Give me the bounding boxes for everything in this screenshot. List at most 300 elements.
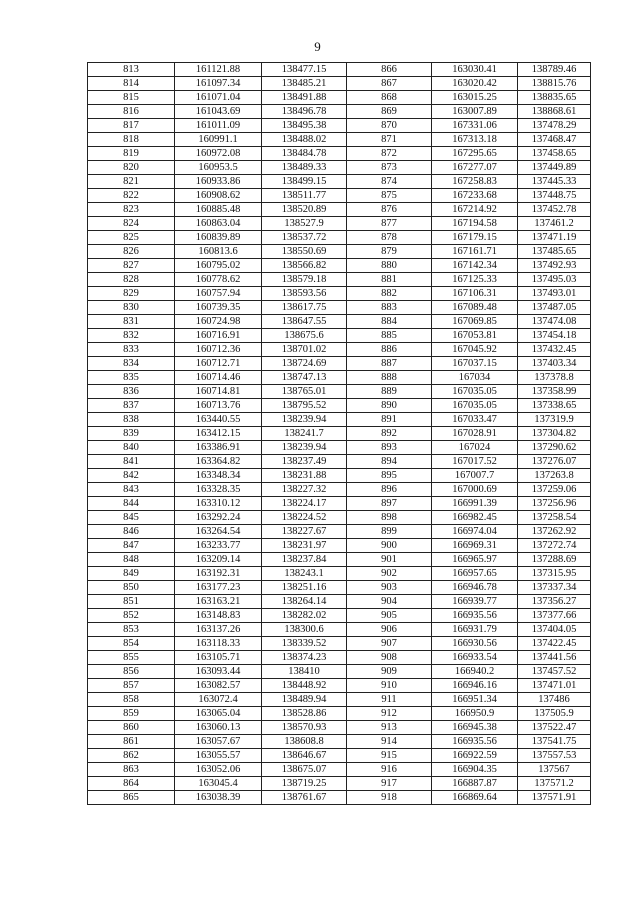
point-number-right-cell: 906 — [347, 623, 432, 637]
point-number-left-cell: 818 — [88, 133, 175, 147]
x-coordinate-right-cell: 167035.05 — [432, 399, 518, 413]
x-coordinate-left-cell: 160757.94 — [175, 287, 262, 301]
table-row — [88, 441, 591, 455]
x-coordinate-left-cell: 161097.34 — [175, 77, 262, 91]
x-coordinate-right-cell: 167194.58 — [432, 217, 518, 231]
y-coordinate-left-cell: 138537.72 — [262, 231, 347, 245]
x-coordinate-right-cell: 166939.77 — [432, 595, 518, 609]
x-coordinate-left-cell: 163052.06 — [175, 763, 262, 777]
table-row — [88, 623, 591, 637]
point-number-left-cell: 817 — [88, 119, 175, 133]
y-coordinate-left-cell: 138719.25 — [262, 777, 347, 791]
point-number-right-cell: 918 — [347, 791, 432, 805]
y-coordinate-left-cell: 138489.94 — [262, 693, 347, 707]
y-coordinate-right-cell: 137471.19 — [518, 231, 591, 245]
x-coordinate-left-cell: 161043.69 — [175, 105, 262, 119]
x-coordinate-right-cell: 167034 — [432, 371, 518, 385]
table-row — [88, 455, 591, 469]
y-coordinate-right-cell: 137377.66 — [518, 609, 591, 623]
y-coordinate-right-cell: 137258.54 — [518, 511, 591, 525]
x-coordinate-left-cell: 160714.81 — [175, 385, 262, 399]
point-number-left-cell: 814 — [88, 77, 175, 91]
point-number-left-cell: 847 — [88, 539, 175, 553]
point-number-left-cell: 861 — [88, 735, 175, 749]
table-row — [88, 777, 591, 791]
x-coordinate-right-cell: 166931.79 — [432, 623, 518, 637]
table-row — [88, 791, 591, 805]
point-number-left-cell: 835 — [88, 371, 175, 385]
x-coordinate-left-cell: 160713.76 — [175, 399, 262, 413]
y-coordinate-right-cell: 138868.61 — [518, 105, 591, 119]
table-row — [88, 679, 591, 693]
x-coordinate-left-cell: 160778.62 — [175, 273, 262, 287]
table-row — [88, 119, 591, 133]
x-coordinate-left-cell: 161011.09 — [175, 119, 262, 133]
y-coordinate-left-cell: 138579.18 — [262, 273, 347, 287]
y-coordinate-right-cell: 137541.75 — [518, 735, 591, 749]
point-number-left-cell: 856 — [88, 665, 175, 679]
y-coordinate-left-cell: 138231.97 — [262, 539, 347, 553]
y-coordinate-left-cell: 138646.67 — [262, 749, 347, 763]
point-number-left-cell: 827 — [88, 259, 175, 273]
point-number-left-cell: 825 — [88, 231, 175, 245]
x-coordinate-right-cell: 163015.25 — [432, 91, 518, 105]
point-number-right-cell: 876 — [347, 203, 432, 217]
table-row — [88, 91, 591, 105]
x-coordinate-left-cell: 160714.46 — [175, 371, 262, 385]
table-row — [88, 651, 591, 665]
y-coordinate-right-cell: 137448.75 — [518, 189, 591, 203]
point-number-right-cell: 872 — [347, 147, 432, 161]
table-row — [88, 539, 591, 553]
x-coordinate-right-cell: 167214.92 — [432, 203, 518, 217]
table-row — [88, 105, 591, 119]
x-coordinate-left-cell: 160933.86 — [175, 175, 262, 189]
y-coordinate-left-cell: 138227.67 — [262, 525, 347, 539]
y-coordinate-left-cell: 138448.92 — [262, 679, 347, 693]
x-coordinate-left-cell: 163105.71 — [175, 651, 262, 665]
table-row — [88, 553, 591, 567]
y-coordinate-right-cell: 137262.92 — [518, 525, 591, 539]
y-coordinate-right-cell: 137356.27 — [518, 595, 591, 609]
x-coordinate-left-cell: 160716.91 — [175, 329, 262, 343]
x-coordinate-left-cell: 161071.04 — [175, 91, 262, 105]
x-coordinate-right-cell: 167277.07 — [432, 161, 518, 175]
x-coordinate-right-cell: 166869.64 — [432, 791, 518, 805]
x-coordinate-left-cell: 160991.1 — [175, 133, 262, 147]
x-coordinate-left-cell: 160885.48 — [175, 203, 262, 217]
table-row — [88, 735, 591, 749]
x-coordinate-left-cell: 163292.24 — [175, 511, 262, 525]
x-coordinate-right-cell: 167053.81 — [432, 329, 518, 343]
point-number-left-cell: 863 — [88, 763, 175, 777]
x-coordinate-left-cell: 163412.15 — [175, 427, 262, 441]
x-coordinate-right-cell: 166930.56 — [432, 637, 518, 651]
y-coordinate-right-cell: 137487.05 — [518, 301, 591, 315]
point-number-left-cell: 851 — [88, 595, 175, 609]
point-number-right-cell: 882 — [347, 287, 432, 301]
x-coordinate-right-cell: 167125.33 — [432, 273, 518, 287]
x-coordinate-right-cell: 167258.83 — [432, 175, 518, 189]
table-row — [88, 595, 591, 609]
y-coordinate-right-cell: 137276.07 — [518, 455, 591, 469]
x-coordinate-left-cell: 163055.57 — [175, 749, 262, 763]
y-coordinate-right-cell: 137567 — [518, 763, 591, 777]
point-number-left-cell: 833 — [88, 343, 175, 357]
y-coordinate-left-cell: 138237.49 — [262, 455, 347, 469]
point-number-right-cell: 868 — [347, 91, 432, 105]
point-number-right-cell: 913 — [347, 721, 432, 735]
x-coordinate-right-cell: 166946.78 — [432, 581, 518, 595]
y-coordinate-right-cell: 137522.47 — [518, 721, 591, 735]
x-coordinate-left-cell: 160972.08 — [175, 147, 262, 161]
x-coordinate-left-cell: 160795.02 — [175, 259, 262, 273]
y-coordinate-right-cell: 137471.01 — [518, 679, 591, 693]
point-number-left-cell: 846 — [88, 525, 175, 539]
table-row — [88, 245, 591, 259]
point-number-right-cell: 877 — [347, 217, 432, 231]
x-coordinate-right-cell: 167007.7 — [432, 469, 518, 483]
point-number-right-cell: 874 — [347, 175, 432, 189]
point-number-left-cell: 832 — [88, 329, 175, 343]
point-number-left-cell: 857 — [88, 679, 175, 693]
x-coordinate-right-cell: 167037.15 — [432, 357, 518, 371]
point-number-left-cell: 829 — [88, 287, 175, 301]
y-coordinate-right-cell: 137422.45 — [518, 637, 591, 651]
point-number-left-cell: 845 — [88, 511, 175, 525]
x-coordinate-left-cell: 163163.21 — [175, 595, 262, 609]
y-coordinate-right-cell: 137432.45 — [518, 343, 591, 357]
y-coordinate-left-cell: 138374.23 — [262, 651, 347, 665]
x-coordinate-left-cell: 163082.57 — [175, 679, 262, 693]
y-coordinate-right-cell: 137495.03 — [518, 273, 591, 287]
x-coordinate-left-cell: 160839.89 — [175, 231, 262, 245]
y-coordinate-right-cell: 137441.56 — [518, 651, 591, 665]
y-coordinate-left-cell: 138300.6 — [262, 623, 347, 637]
x-coordinate-right-cell: 167233.68 — [432, 189, 518, 203]
point-number-left-cell: 849 — [88, 567, 175, 581]
point-number-left-cell: 831 — [88, 315, 175, 329]
point-number-right-cell: 915 — [347, 749, 432, 763]
x-coordinate-right-cell: 166904.35 — [432, 763, 518, 777]
point-number-left-cell: 839 — [88, 427, 175, 441]
y-coordinate-right-cell: 137485.65 — [518, 245, 591, 259]
y-coordinate-right-cell: 137404.05 — [518, 623, 591, 637]
point-number-right-cell: 880 — [347, 259, 432, 273]
y-coordinate-right-cell: 137378.8 — [518, 371, 591, 385]
x-coordinate-left-cell: 163233.77 — [175, 539, 262, 553]
y-coordinate-left-cell: 138647.55 — [262, 315, 347, 329]
point-number-right-cell: 902 — [347, 567, 432, 581]
y-coordinate-right-cell: 137571.91 — [518, 791, 591, 805]
y-coordinate-left-cell: 138488.02 — [262, 133, 347, 147]
table-row — [88, 259, 591, 273]
x-coordinate-right-cell: 167331.06 — [432, 119, 518, 133]
point-number-left-cell: 853 — [88, 623, 175, 637]
point-number-right-cell: 904 — [347, 595, 432, 609]
point-number-left-cell: 864 — [88, 777, 175, 791]
point-number-right-cell: 901 — [347, 553, 432, 567]
x-coordinate-left-cell: 163118.33 — [175, 637, 262, 651]
y-coordinate-right-cell: 137290.62 — [518, 441, 591, 455]
y-coordinate-left-cell: 138282.02 — [262, 609, 347, 623]
table-row — [88, 189, 591, 203]
x-coordinate-left-cell: 163177.23 — [175, 581, 262, 595]
point-number-left-cell: 843 — [88, 483, 175, 497]
y-coordinate-left-cell: 138239.94 — [262, 413, 347, 427]
y-coordinate-right-cell: 137571.2 — [518, 777, 591, 791]
y-coordinate-left-cell: 138251.16 — [262, 581, 347, 595]
x-coordinate-right-cell: 166940.2 — [432, 665, 518, 679]
y-coordinate-left-cell: 138224.52 — [262, 511, 347, 525]
x-coordinate-right-cell: 163020.42 — [432, 77, 518, 91]
point-number-left-cell: 865 — [88, 791, 175, 805]
point-number-left-cell: 837 — [88, 399, 175, 413]
table-row — [88, 161, 591, 175]
point-number-right-cell: 900 — [347, 539, 432, 553]
point-number-left-cell: 826 — [88, 245, 175, 259]
y-coordinate-right-cell: 137256.96 — [518, 497, 591, 511]
y-coordinate-left-cell: 138264.14 — [262, 595, 347, 609]
y-coordinate-right-cell: 138789.46 — [518, 63, 591, 77]
point-number-left-cell: 820 — [88, 161, 175, 175]
x-coordinate-right-cell: 167035.05 — [432, 385, 518, 399]
coordinates-table — [87, 62, 591, 805]
x-coordinate-right-cell: 166969.31 — [432, 539, 518, 553]
table-row — [88, 665, 591, 679]
point-number-left-cell: 848 — [88, 553, 175, 567]
table-row — [88, 147, 591, 161]
y-coordinate-right-cell: 137468.47 — [518, 133, 591, 147]
y-coordinate-right-cell: 137452.78 — [518, 203, 591, 217]
point-number-left-cell: 840 — [88, 441, 175, 455]
point-number-right-cell: 911 — [347, 693, 432, 707]
point-number-right-cell: 903 — [347, 581, 432, 595]
x-coordinate-left-cell: 163137.26 — [175, 623, 262, 637]
table-row — [88, 511, 591, 525]
x-coordinate-right-cell: 167000.69 — [432, 483, 518, 497]
x-coordinate-left-cell: 163328.35 — [175, 483, 262, 497]
table-row — [88, 357, 591, 371]
point-number-left-cell: 836 — [88, 385, 175, 399]
x-coordinate-right-cell: 167045.92 — [432, 343, 518, 357]
y-coordinate-left-cell: 138484.78 — [262, 147, 347, 161]
y-coordinate-right-cell: 137449.89 — [518, 161, 591, 175]
y-coordinate-left-cell: 138491.88 — [262, 91, 347, 105]
point-number-left-cell: 828 — [88, 273, 175, 287]
table-row — [88, 203, 591, 217]
x-coordinate-right-cell: 167142.34 — [432, 259, 518, 273]
point-number-right-cell: 914 — [347, 735, 432, 749]
point-number-left-cell: 854 — [88, 637, 175, 651]
y-coordinate-left-cell: 138224.17 — [262, 497, 347, 511]
point-number-right-cell: 896 — [347, 483, 432, 497]
point-number-left-cell: 841 — [88, 455, 175, 469]
y-coordinate-right-cell: 137272.74 — [518, 539, 591, 553]
point-number-right-cell: 870 — [347, 119, 432, 133]
point-number-right-cell: 908 — [347, 651, 432, 665]
point-number-right-cell: 889 — [347, 385, 432, 399]
point-number-right-cell: 866 — [347, 63, 432, 77]
y-coordinate-left-cell: 138570.93 — [262, 721, 347, 735]
y-coordinate-right-cell: 137259.06 — [518, 483, 591, 497]
y-coordinate-right-cell: 137454.18 — [518, 329, 591, 343]
point-number-left-cell: 858 — [88, 693, 175, 707]
table-row — [88, 315, 591, 329]
x-coordinate-right-cell: 166945.38 — [432, 721, 518, 735]
point-number-left-cell: 830 — [88, 301, 175, 315]
point-number-left-cell: 815 — [88, 91, 175, 105]
y-coordinate-left-cell: 138227.32 — [262, 483, 347, 497]
table-row — [88, 707, 591, 721]
x-coordinate-left-cell: 163060.13 — [175, 721, 262, 735]
y-coordinate-left-cell: 138485.21 — [262, 77, 347, 91]
point-number-right-cell: 897 — [347, 497, 432, 511]
y-coordinate-right-cell: 137474.08 — [518, 315, 591, 329]
x-coordinate-right-cell: 163007.89 — [432, 105, 518, 119]
point-number-right-cell: 916 — [347, 763, 432, 777]
point-number-right-cell: 886 — [347, 343, 432, 357]
table-row — [88, 483, 591, 497]
point-number-left-cell: 850 — [88, 581, 175, 595]
y-coordinate-right-cell: 137493.01 — [518, 287, 591, 301]
x-coordinate-right-cell: 166974.04 — [432, 525, 518, 539]
y-coordinate-left-cell: 138231.88 — [262, 469, 347, 483]
y-coordinate-left-cell: 138239.94 — [262, 441, 347, 455]
table-row — [88, 77, 591, 91]
x-coordinate-left-cell: 163072.4 — [175, 693, 262, 707]
x-coordinate-right-cell: 167017.52 — [432, 455, 518, 469]
y-coordinate-left-cell: 138496.78 — [262, 105, 347, 119]
y-coordinate-left-cell: 138675.07 — [262, 763, 347, 777]
x-coordinate-right-cell: 167313.18 — [432, 133, 518, 147]
x-coordinate-left-cell: 163045.4 — [175, 777, 262, 791]
point-number-right-cell: 905 — [347, 609, 432, 623]
y-coordinate-right-cell: 137337.34 — [518, 581, 591, 595]
x-coordinate-right-cell: 163030.41 — [432, 63, 518, 77]
y-coordinate-left-cell: 138489.33 — [262, 161, 347, 175]
x-coordinate-right-cell: 166982.45 — [432, 511, 518, 525]
y-coordinate-right-cell: 137461.2 — [518, 217, 591, 231]
table-row — [88, 721, 591, 735]
y-coordinate-left-cell: 138511.77 — [262, 189, 347, 203]
point-number-left-cell: 855 — [88, 651, 175, 665]
table-row — [88, 413, 591, 427]
x-coordinate-left-cell: 160712.71 — [175, 357, 262, 371]
point-number-right-cell: 873 — [347, 161, 432, 175]
y-coordinate-right-cell: 137304.82 — [518, 427, 591, 441]
point-number-left-cell: 852 — [88, 609, 175, 623]
x-coordinate-right-cell: 167024 — [432, 441, 518, 455]
x-coordinate-left-cell: 163386.91 — [175, 441, 262, 455]
point-number-right-cell: 894 — [347, 455, 432, 469]
y-coordinate-left-cell: 138520.89 — [262, 203, 347, 217]
x-coordinate-left-cell: 160724.98 — [175, 315, 262, 329]
x-coordinate-right-cell: 167089.48 — [432, 301, 518, 315]
y-coordinate-left-cell: 138243.1 — [262, 567, 347, 581]
point-number-right-cell: 878 — [347, 231, 432, 245]
y-coordinate-left-cell: 138593.56 — [262, 287, 347, 301]
y-coordinate-right-cell: 137319.9 — [518, 413, 591, 427]
y-coordinate-left-cell: 138528.86 — [262, 707, 347, 721]
table-row — [88, 217, 591, 231]
point-number-right-cell: 888 — [347, 371, 432, 385]
coordinates-table-body — [88, 63, 591, 805]
table-row — [88, 427, 591, 441]
table-row — [88, 749, 591, 763]
x-coordinate-left-cell: 163065.04 — [175, 707, 262, 721]
table-row — [88, 385, 591, 399]
table-row — [88, 525, 591, 539]
point-number-right-cell: 884 — [347, 315, 432, 329]
point-number-right-cell: 912 — [347, 707, 432, 721]
point-number-right-cell: 910 — [347, 679, 432, 693]
point-number-right-cell: 909 — [347, 665, 432, 679]
point-number-right-cell: 885 — [347, 329, 432, 343]
point-number-left-cell: 823 — [88, 203, 175, 217]
point-number-left-cell: 813 — [88, 63, 175, 77]
point-number-right-cell: 907 — [347, 637, 432, 651]
point-number-right-cell: 895 — [347, 469, 432, 483]
point-number-right-cell: 881 — [347, 273, 432, 287]
y-coordinate-left-cell: 138527.9 — [262, 217, 347, 231]
y-coordinate-left-cell: 138795.52 — [262, 399, 347, 413]
x-coordinate-right-cell: 166957.65 — [432, 567, 518, 581]
point-number-left-cell: 860 — [88, 721, 175, 735]
x-coordinate-left-cell: 160813.6 — [175, 245, 262, 259]
x-coordinate-right-cell: 166965.97 — [432, 553, 518, 567]
point-number-left-cell: 824 — [88, 217, 175, 231]
x-coordinate-right-cell: 166935.56 — [432, 735, 518, 749]
y-coordinate-left-cell: 138566.82 — [262, 259, 347, 273]
y-coordinate-right-cell: 137557.53 — [518, 749, 591, 763]
x-coordinate-right-cell: 167028.91 — [432, 427, 518, 441]
x-coordinate-right-cell: 167179.15 — [432, 231, 518, 245]
y-coordinate-right-cell: 137486 — [518, 693, 591, 707]
y-coordinate-right-cell: 137505.9 — [518, 707, 591, 721]
table-row — [88, 301, 591, 315]
x-coordinate-right-cell: 167295.65 — [432, 147, 518, 161]
y-coordinate-left-cell: 138410 — [262, 665, 347, 679]
y-coordinate-right-cell: 138835.65 — [518, 91, 591, 105]
y-coordinate-left-cell: 138550.69 — [262, 245, 347, 259]
x-coordinate-left-cell: 160739.35 — [175, 301, 262, 315]
point-number-right-cell: 892 — [347, 427, 432, 441]
x-coordinate-left-cell: 160908.62 — [175, 189, 262, 203]
point-number-left-cell: 834 — [88, 357, 175, 371]
x-coordinate-left-cell: 163038.39 — [175, 791, 262, 805]
y-coordinate-left-cell: 138617.75 — [262, 301, 347, 315]
point-number-left-cell: 844 — [88, 497, 175, 511]
y-coordinate-right-cell: 137478.29 — [518, 119, 591, 133]
y-coordinate-left-cell: 138675.6 — [262, 329, 347, 343]
point-number-left-cell: 819 — [88, 147, 175, 161]
point-number-left-cell: 821 — [88, 175, 175, 189]
point-number-right-cell: 879 — [347, 245, 432, 259]
x-coordinate-left-cell: 163440.55 — [175, 413, 262, 427]
x-coordinate-left-cell: 160863.04 — [175, 217, 262, 231]
x-coordinate-right-cell: 166887.87 — [432, 777, 518, 791]
x-coordinate-left-cell: 163364.82 — [175, 455, 262, 469]
table-row — [88, 133, 591, 147]
point-number-right-cell: 917 — [347, 777, 432, 791]
x-coordinate-left-cell: 163148.83 — [175, 609, 262, 623]
point-number-left-cell: 838 — [88, 413, 175, 427]
y-coordinate-left-cell: 138241.7 — [262, 427, 347, 441]
x-coordinate-left-cell: 160953.5 — [175, 161, 262, 175]
x-coordinate-left-cell: 163057.67 — [175, 735, 262, 749]
point-number-right-cell: 875 — [347, 189, 432, 203]
